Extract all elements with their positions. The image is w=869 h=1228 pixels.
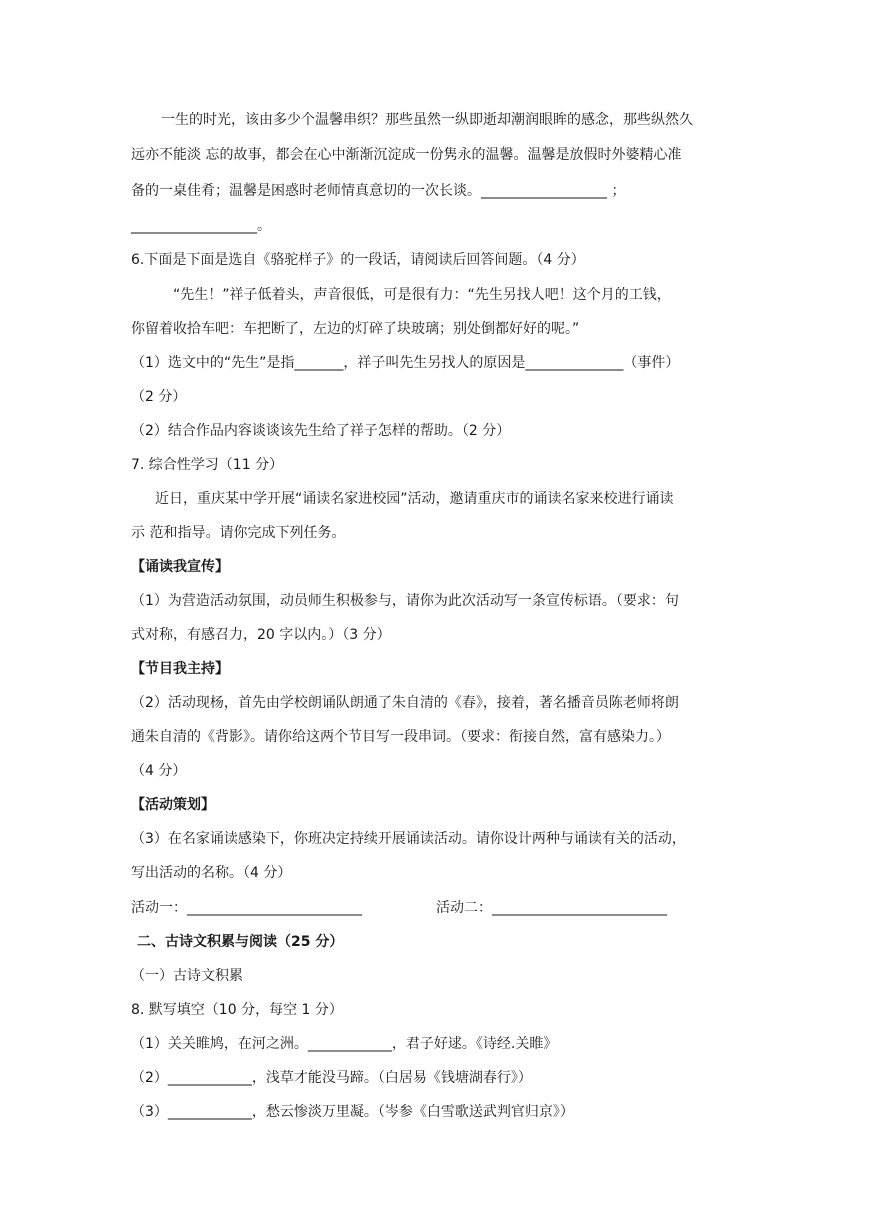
text-line: （2 分） — [131, 389, 187, 405]
text-line: （2）活动现杨，首先由学校朗诵队朗通了朱自清的《春》，接着，著名播音员陈老师将朗 — [131, 695, 679, 711]
text-line: __________________。 — [131, 218, 271, 234]
activity-one-line: 活动一：_________________________ — [131, 900, 362, 916]
text-line: （3）在名家诵读感染下，你班决定持续开展诵读活动。请你设计两种与诵读有关的活动， — [131, 831, 686, 847]
part-heading: 二、古诗文积累与阅读（25 分） — [137, 934, 344, 950]
section-heading: 【节目我主持】 — [131, 661, 229, 677]
question-heading: 8. 默写填空（10 分，每空 1 分） — [131, 1002, 343, 1018]
fill-blank-line: （2）____________，浅草才能没马蹄。（白居易《钱塘湖春行》） — [131, 1070, 532, 1086]
text-line: （4 分） — [131, 763, 187, 779]
question-heading: 6.下面是下面是选自《骆驼样子》的一段话，请阅读后回答间题。（4 分） — [131, 252, 585, 268]
text-line: 近日，重庆某中学开展“诵读名家进校园”活动，邀请重庆市的诵读名家来校进行诵读 — [155, 491, 674, 507]
question-heading: 7. 综合性学习（11 分） — [131, 457, 284, 473]
text-line: 写出活动的名称。（4 分） — [131, 865, 292, 881]
text-line: 一生的时光，该由多少个温馨串织？那些虽然一纵即逝却潮润眼眸的感念，那些纵然久 — [161, 112, 693, 128]
text-line: （1）为营造活动氛围，动员师生积极参与，请你为此次活动写一条宣传标语。（要求：句 — [131, 593, 679, 609]
section-heading: 【诵读我宣传】 — [131, 559, 229, 575]
text-line: 式对称，有感召力，20 字以内。）（3 分） — [131, 627, 391, 643]
activity-two-line: 活动二：_________________________ — [436, 900, 667, 916]
section-heading: 【活动策划】 — [131, 797, 215, 813]
text-line: 备的一桌佳肴；温馨是困惑时老师情真意切的一次长谈。__________________ ； — [131, 183, 626, 199]
text-line: 你留着收拾车吧：车把断了，左边的灯碎了块玻璃；别处倒都好好的呢。” — [131, 321, 580, 337]
fill-blank-line: （1）关关睢鸠，在河之洲。____________，君子好逑。《诗经.关睢》 — [131, 1036, 558, 1052]
text-line: （2）结合作品内容谈谈该先生给了祥子怎样的帮助。（2 分） — [131, 423, 511, 439]
text-line: （1）选文中的“先生”是指_______，祥子叫先生另找人的原因是______________（事件） — [131, 355, 680, 371]
text-line: 远亦不能淡 忘的故事，都会在心中渐渐沉淀成一份隽永的温馨。温馨是放假时外婆精心准 — [131, 147, 682, 163]
text-line: “先生！”祥子低着头，声音很低，可是很有力：“先生另找人吧！这个月的工钱， — [173, 287, 671, 303]
text-line: 示 范和指导。请你完成下列任务。 — [131, 525, 346, 541]
text-line: 通朱自清的《背影》。请你给这两个节目写一段串词。（要求：衔接自然，富有感染力。） — [131, 729, 670, 745]
text-line: （一）古诗文积累 — [131, 968, 243, 984]
fill-blank-line: （3）____________，愁云惨淡万里凝。（岑参《白雪歌送武判官归京》） — [131, 1104, 574, 1120]
